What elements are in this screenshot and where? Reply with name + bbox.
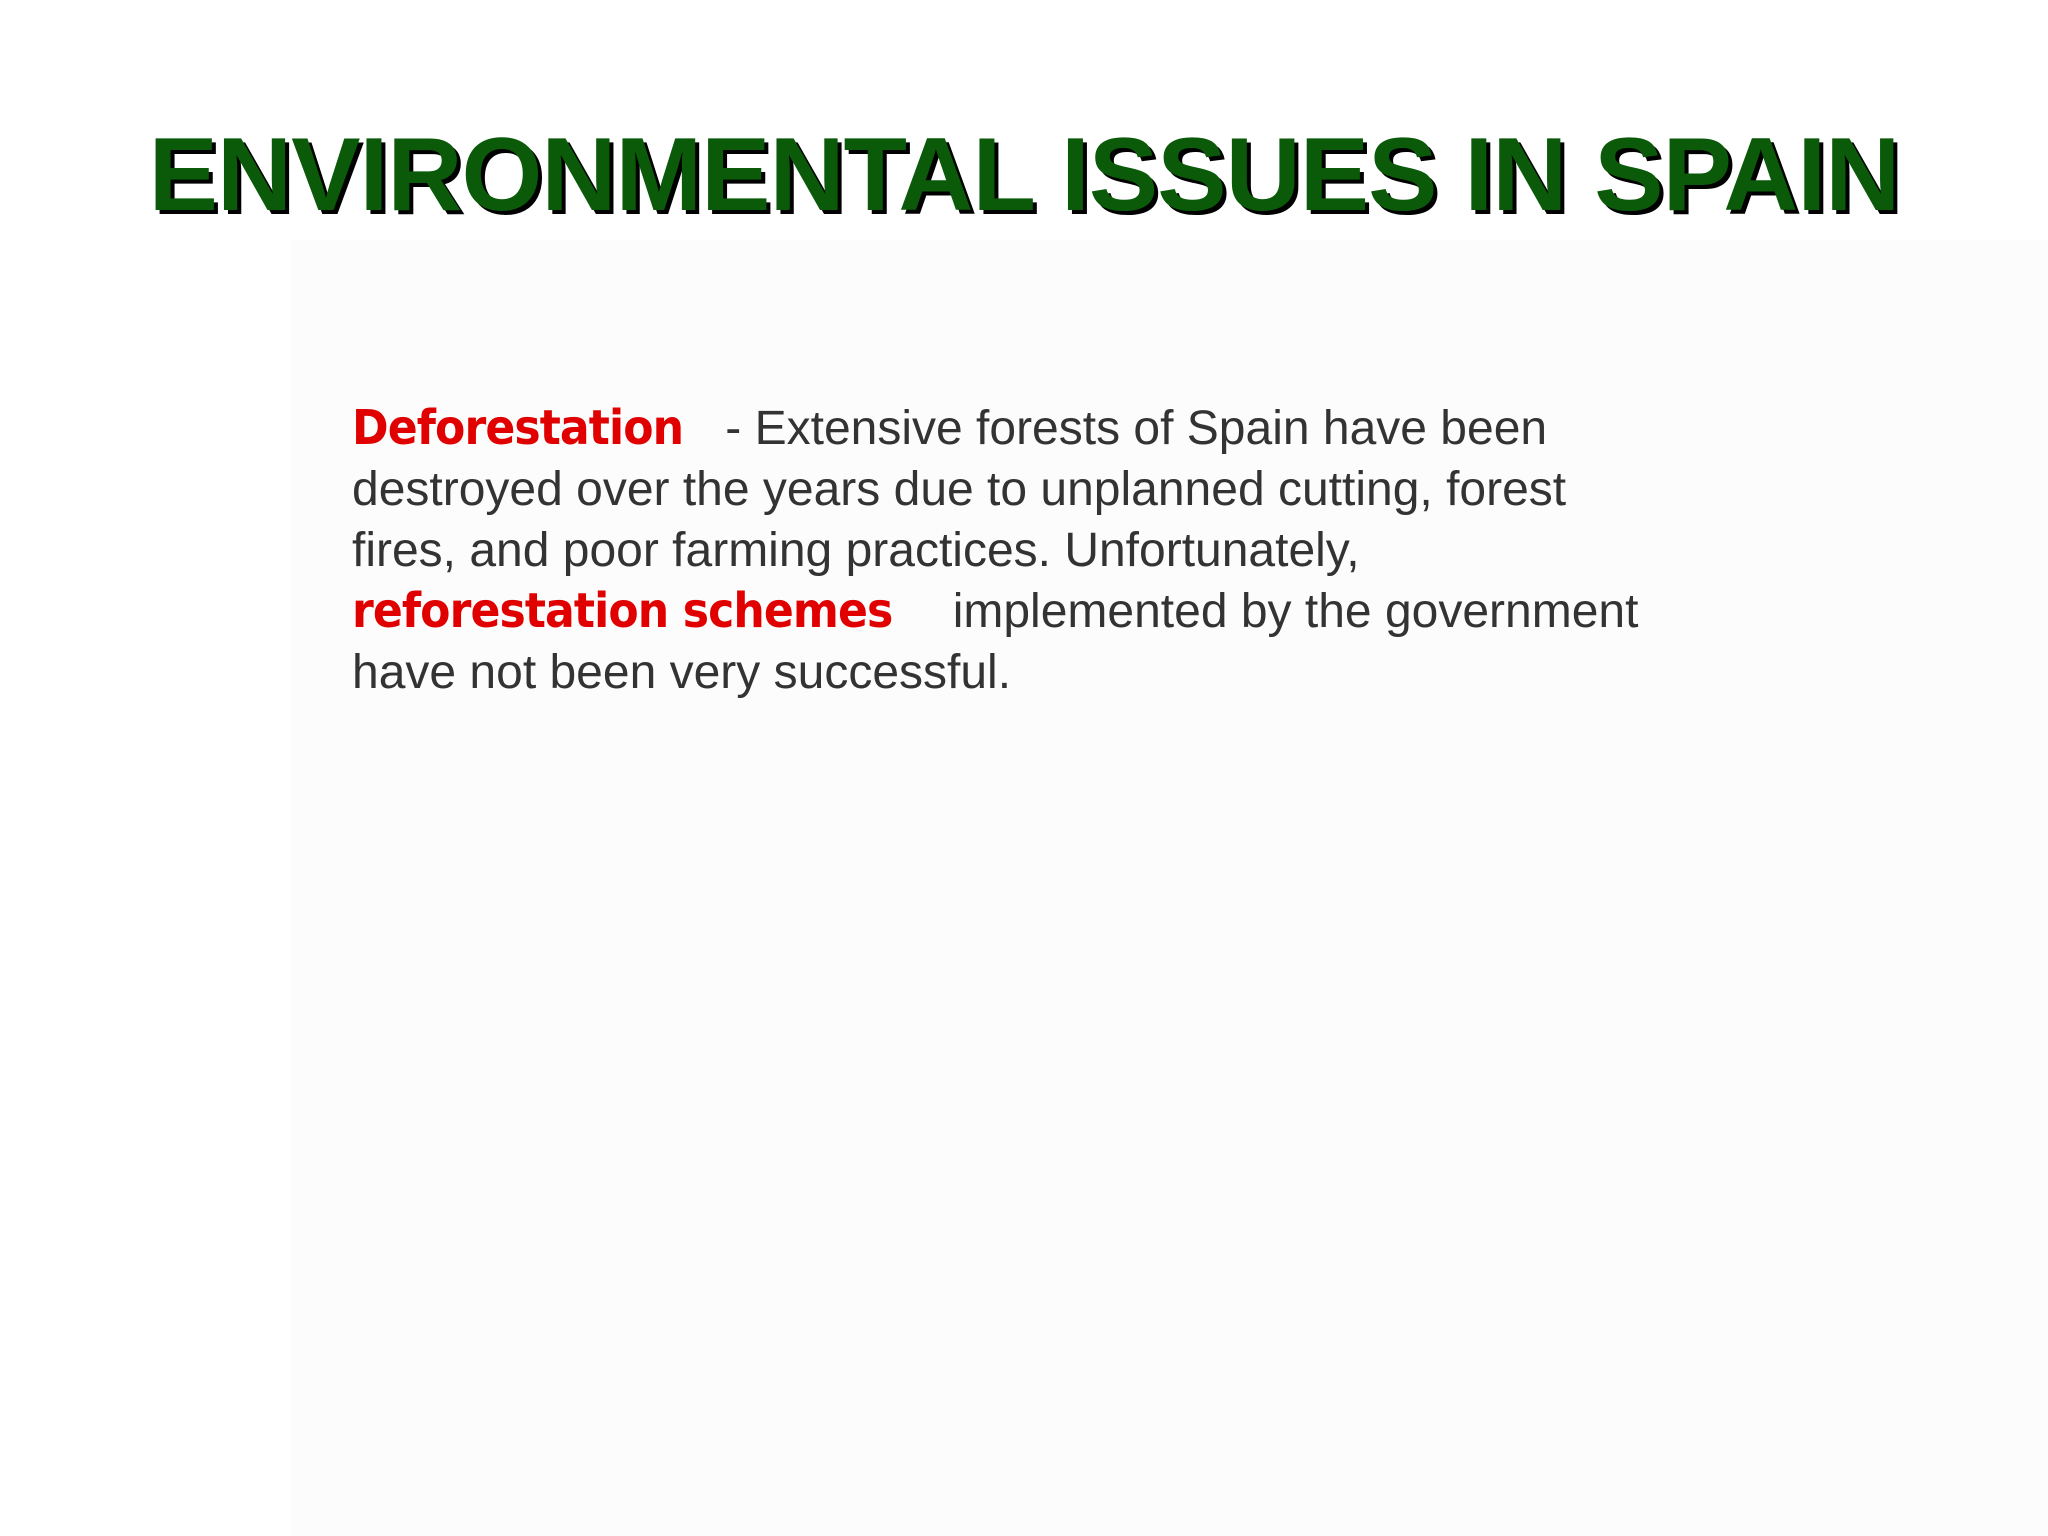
paragraph-text-1: - Extensive forests of Spain have been destroyed over the years due to unplanned cutting, forest fires, and poor farming practices. Unfortunately, bbox=[352, 402, 1567, 577]
slide-title: ENVIRONMENTAL ISSUES IN SPAIN bbox=[148, 117, 1900, 233]
reforestation-term: reforestation schemes bbox=[352, 583, 893, 639]
paragraph-text-2: implemented by the government have not been very successful. bbox=[352, 585, 1639, 699]
deforestation-term: Deforestation bbox=[352, 400, 684, 456]
deforestation-paragraph bbox=[352, 398, 1652, 703]
